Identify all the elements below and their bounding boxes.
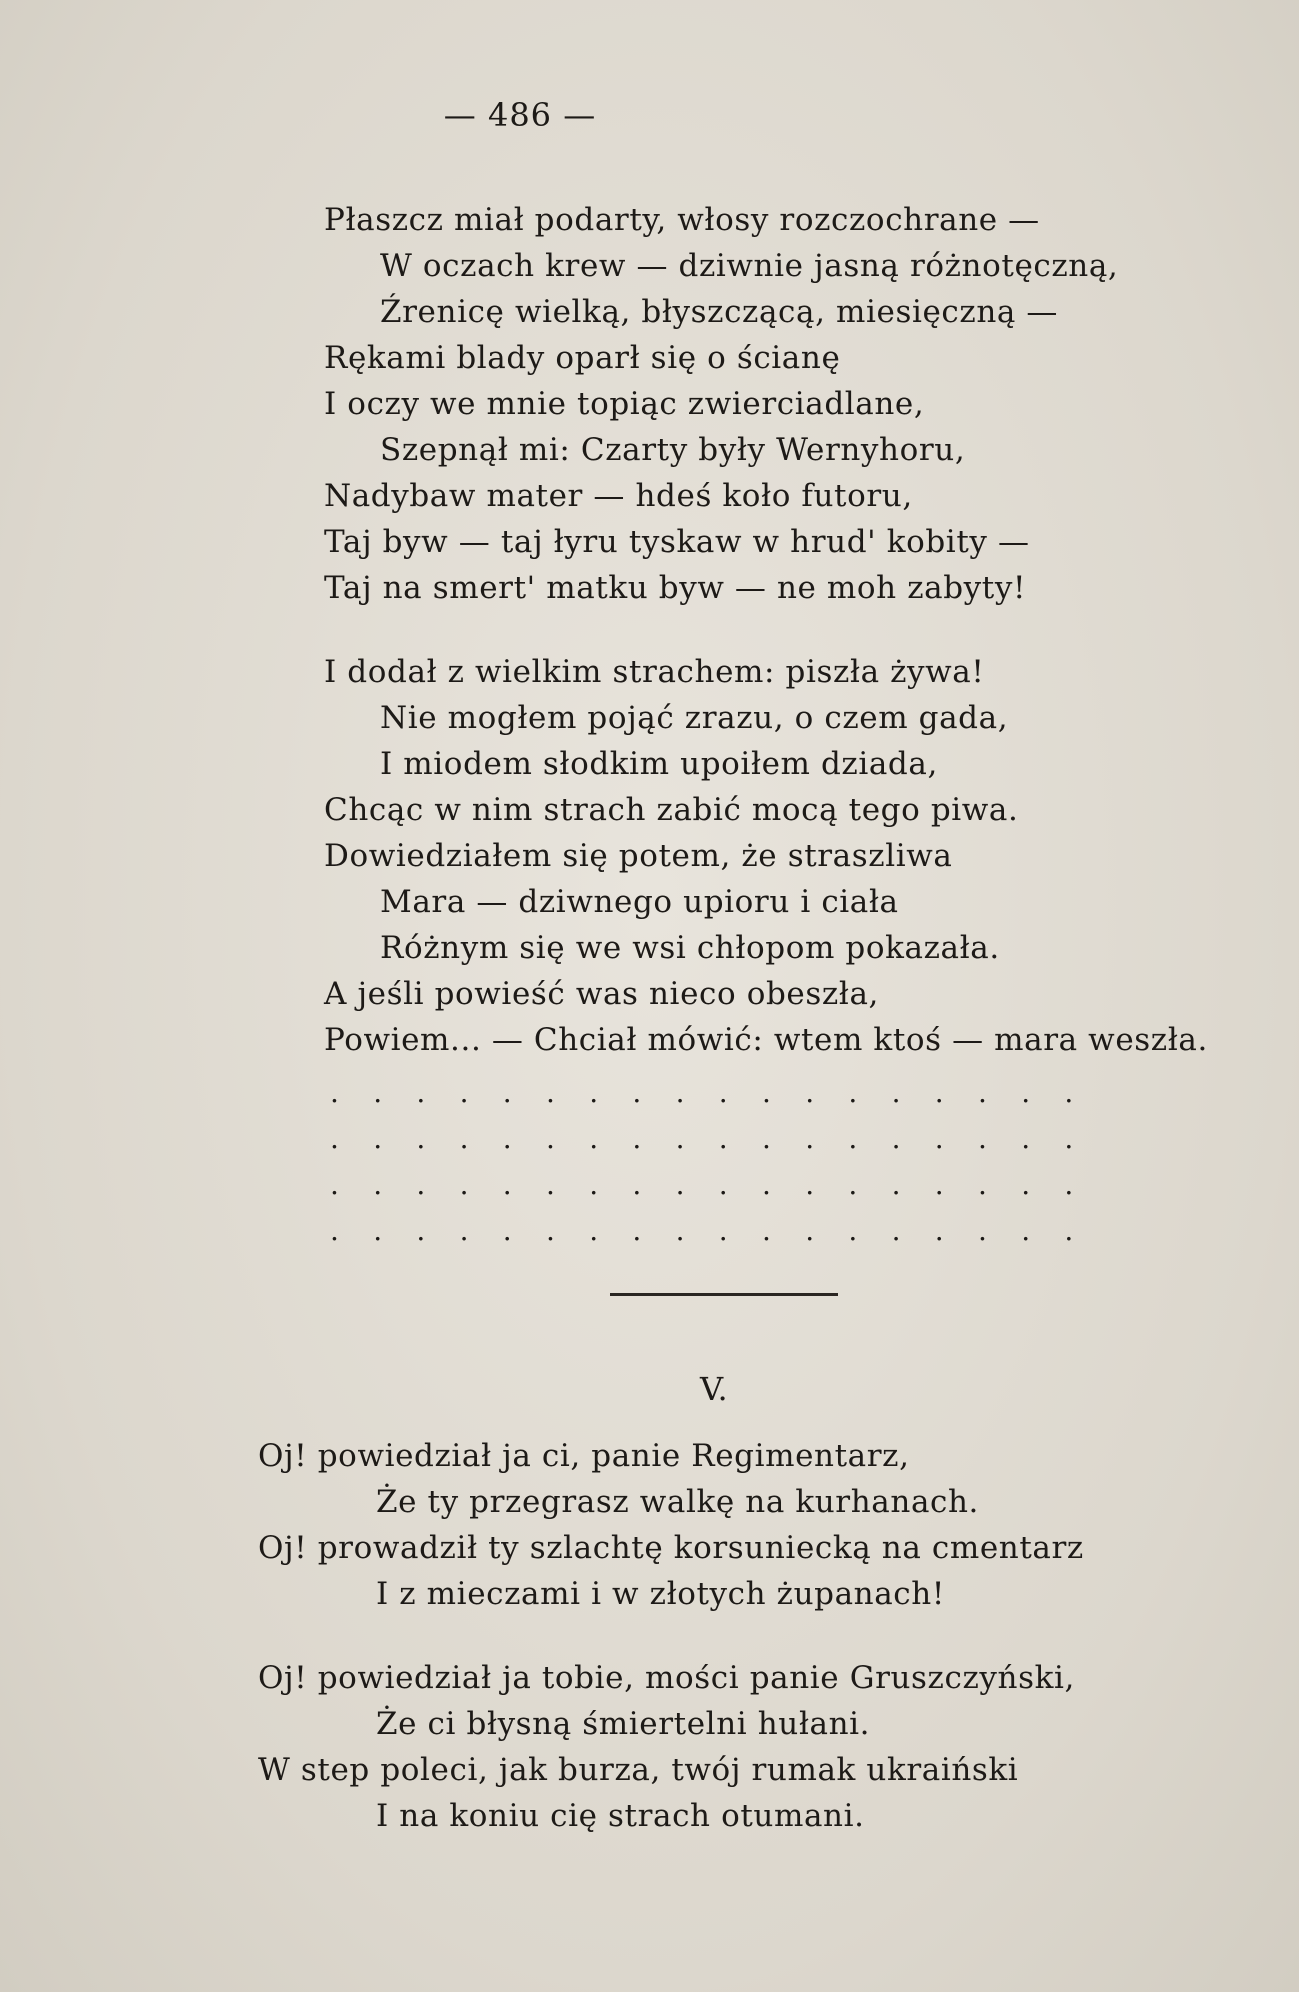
dots-row: . . . . . . . . . . . . . . . . . . bbox=[330, 1168, 1087, 1201]
section-divider bbox=[610, 1293, 838, 1296]
verse-line: Rękami blady oparł się o ścianę bbox=[324, 340, 841, 376]
verse-line: Taj na smert' matku byw — ne moh zabyty! bbox=[324, 570, 1027, 606]
dots-row: . . . . . . . . . . . . . . . . . . bbox=[330, 1214, 1087, 1247]
verse-line: Powiem... — Chciał mówić: wtem ktoś — mara weszła. bbox=[324, 1022, 1208, 1058]
verse-line: Nadybaw mater — hdeś koło futoru, bbox=[324, 478, 913, 514]
verse-line: Różnym się we wsi chłopom pokazała. bbox=[380, 930, 1000, 966]
verse-line: Chcąc w nim strach zabić mocą tego piwa. bbox=[324, 792, 1019, 828]
verse-line: I dodał z wielkim strachem: piszła żywa! bbox=[324, 654, 985, 690]
page-number: — 486 — bbox=[443, 96, 597, 134]
verse-line: Dowiedziałem się potem, że straszliwa bbox=[324, 838, 953, 874]
verse-line: Mara — dziwnego upioru i ciała bbox=[380, 884, 899, 920]
verse-line: Płaszcz miał podarty, włosy rozczochrane — bbox=[324, 202, 1040, 238]
verse-line: W step poleci, jak burza, twój rumak ukraiński bbox=[258, 1752, 1019, 1788]
verse-line: Że ty przegrasz walkę na kurhanach. bbox=[376, 1484, 980, 1520]
verse-line: Oj! powiedział ja tobie, mości panie Gruszczyński, bbox=[258, 1660, 1075, 1696]
verse-line: Oj! prowadził ty szlachtę korsuniecką na cmentarz bbox=[258, 1530, 1084, 1566]
verse-line: Oj! powiedział ja ci, panie Regimentarz, bbox=[258, 1438, 910, 1474]
verse-line: I na koniu cię strach otumani. bbox=[376, 1798, 865, 1834]
verse-line: I oczy we mnie topiąc zwierciadlane, bbox=[324, 386, 925, 422]
dots-row: . . . . . . . . . . . . . . . . . . bbox=[330, 1122, 1087, 1155]
verse-line: Źrenicę wielką, błyszczącą, miesięczną — bbox=[380, 294, 1059, 330]
verse-line: I miodem słodkim upoiłem dziada, bbox=[380, 746, 938, 782]
verse-line: W oczach krew — dziwnie jasną różnotęczną, bbox=[380, 248, 1119, 284]
verse-line: Że ci błysną śmiertelni hułani. bbox=[376, 1706, 871, 1742]
verse-line: A jeśli powieść was nieco obeszła, bbox=[324, 976, 879, 1012]
verse-line: Szepnął mi: Czarty były Wernyhoru, bbox=[380, 432, 966, 468]
verse-line: Nie mogłem pojąć zrazu, o czem gada, bbox=[380, 700, 1009, 736]
verse-line: Taj byw — taj łyru tyskaw w hrud' kobity — bbox=[324, 524, 1030, 560]
dots-row: . . . . . . . . . . . . . . . . . . bbox=[330, 1076, 1087, 1109]
verse-line: I z mieczami i w złotych żupanach! bbox=[376, 1576, 945, 1612]
section-heading: V. bbox=[700, 1370, 728, 1408]
